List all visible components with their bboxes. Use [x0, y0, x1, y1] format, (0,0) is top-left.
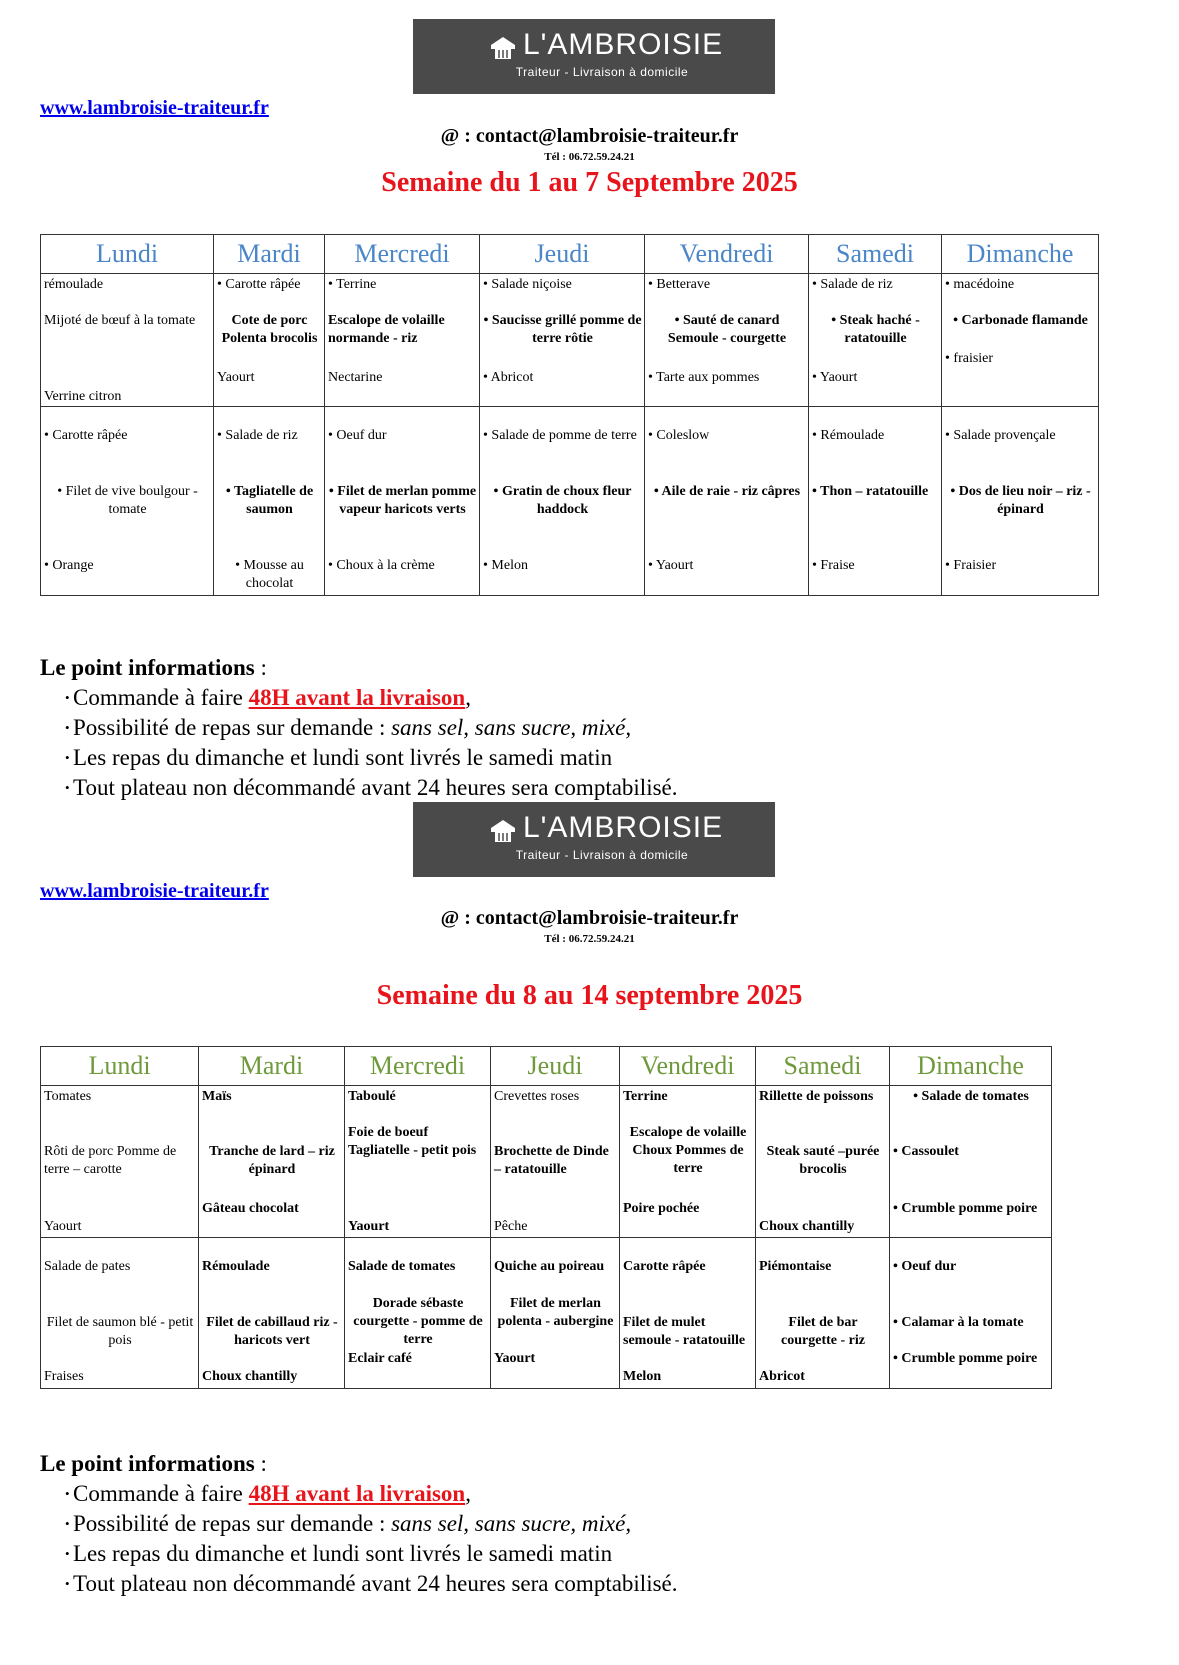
starter: rémoulade	[44, 277, 104, 292]
menu-cell	[890, 1238, 1052, 1389]
starter: Tomates	[44, 1089, 92, 1104]
info-heading: Le point informations	[40, 655, 255, 680]
starter: • Terrine	[328, 277, 377, 292]
day-header: Lundi	[41, 1047, 199, 1086]
menu-cell	[890, 1086, 1052, 1238]
dessert: Fraises	[44, 1369, 84, 1384]
menu-cell	[809, 274, 942, 407]
menu-cell	[620, 1086, 756, 1238]
main: • Cassoulet	[893, 1144, 959, 1159]
info-colon: :	[254, 655, 267, 680]
menu-cell	[41, 407, 214, 596]
info-item: • Possibilité de repas sur demande : sans sel, sans sucre, mixé,	[73, 1509, 678, 1539]
starter: • Salade provençale	[945, 428, 1056, 443]
starter: Taboulé	[348, 1089, 396, 1104]
dessert: • Crumble pomme poire	[893, 1201, 1038, 1216]
dessert: Eclair café	[348, 1351, 412, 1366]
menu-cell	[199, 1086, 345, 1238]
main: Escalope de volaille Choux Pommes de terre	[629, 1125, 747, 1176]
dessert: Poire pochée	[623, 1201, 700, 1216]
brand-name: L'AMBROISIE	[523, 28, 724, 61]
main: Tranche de lard – riz épinard	[209, 1144, 335, 1177]
chef-hat-icon	[487, 31, 519, 63]
dessert: • Abricot	[483, 370, 534, 385]
info-block	[40, 653, 678, 803]
starter: • Salade de tomates	[913, 1089, 1029, 1104]
day-header-row	[41, 235, 1099, 274]
dessert: Yaourt	[44, 1219, 82, 1234]
dessert: • Fraise	[812, 558, 855, 573]
chef-hat-icon	[487, 814, 519, 846]
day-header: Mardi	[199, 1047, 345, 1086]
info-heading: Le point informations	[40, 1451, 255, 1476]
dessert: • Mousse au chocolat	[235, 558, 304, 591]
main: Foie de boeuf Tagliatelle - petit pois	[348, 1125, 477, 1158]
info-block	[40, 1449, 678, 1599]
menu-cell	[645, 407, 809, 596]
starter: • Salade niçoise	[483, 277, 572, 292]
day-header: Mardi	[214, 235, 325, 274]
email-contact: @ : contact@lambroisie-traiteur.fr	[440, 907, 739, 929]
main: Brochette de Dinde – ratatouille	[494, 1144, 609, 1177]
dessert: Melon	[623, 1369, 662, 1384]
day-header: Dimanche	[942, 235, 1099, 274]
starter: • Coleslow	[648, 428, 710, 443]
starter: • Salade de riz	[812, 277, 893, 292]
starter: Carotte râpée	[623, 1259, 706, 1274]
dessert: Yaourt	[348, 1219, 390, 1234]
main: Filet de bar courgette - riz	[781, 1315, 865, 1348]
dinner-row	[41, 1238, 1052, 1389]
main: Filet de saumon blé - petit pois	[46, 1315, 194, 1348]
info-item: • Tout plateau non décommandé avant 24 heures sera comptabilisé.	[73, 773, 678, 803]
main: Escalope de volaille normande - riz	[328, 313, 445, 346]
dessert: Nectarine	[328, 370, 383, 385]
starter: Quiche au poireau	[494, 1259, 605, 1274]
main: • Sauté de canard Semoule - courgette	[667, 313, 787, 346]
main: • Steak haché - ratatouille	[831, 313, 920, 346]
menu-cell	[756, 1086, 890, 1238]
menu-cell	[41, 1238, 199, 1389]
menu-cell	[480, 407, 645, 596]
starter: • Salade de pomme de terre	[483, 428, 637, 443]
menu-cell	[345, 1238, 491, 1389]
day-header: Dimanche	[890, 1047, 1052, 1086]
dessert: • Yaourt	[648, 558, 694, 573]
starter: Rémoulade	[202, 1259, 270, 1274]
main: Filet de merlan polenta - aubergine	[497, 1296, 614, 1329]
info-item: • Les repas du dimanche et lundi sont livrés le samedi matin	[73, 743, 678, 773]
day-header: Vendredi	[620, 1047, 756, 1086]
dessert: Pêche	[494, 1219, 528, 1234]
main: • Carbonade flamande	[953, 313, 1088, 328]
dessert: • Tarte aux pommes	[648, 370, 760, 385]
starter: • Carotte râpée	[44, 428, 128, 443]
info-item: • Tout plateau non décommandé avant 24 heures sera comptabilisé.	[73, 1569, 678, 1599]
dessert: Choux chantilly	[202, 1369, 298, 1384]
lunch-row	[41, 274, 1099, 407]
menu-cell	[942, 274, 1099, 407]
lunch-row	[41, 1086, 1052, 1238]
dessert: Yaourt	[494, 1351, 536, 1366]
info-item: • Commande à faire 48H avant la livraison,	[73, 683, 678, 713]
dessert: Yaourt	[217, 370, 255, 385]
phone-contact: Tél : 06.72.59.24.21	[544, 151, 635, 163]
menu-cell	[645, 274, 809, 407]
menu-cell	[480, 274, 645, 407]
starter: • macédoine	[945, 277, 1015, 292]
main: Dorade sébaste courgette - pomme de terre	[353, 1296, 483, 1347]
day-header: Jeudi	[491, 1047, 620, 1086]
starter: Maïs	[202, 1089, 232, 1104]
menu-cell	[214, 274, 325, 407]
website-link[interactable]: www.lambroisie-traiteur.fr	[40, 97, 269, 119]
starter: Salade de tomates	[348, 1259, 456, 1274]
starter: • Betterave	[648, 277, 711, 292]
main: • Calamar à la tomate	[893, 1315, 1024, 1330]
dessert: • Crumble pomme poire	[893, 1351, 1038, 1366]
day-header: Lundi	[41, 235, 214, 274]
day-header: Jeudi	[480, 235, 645, 274]
main: • Aile de raie - riz câpres	[653, 484, 801, 499]
info-item: • Possibilité de repas sur demande : sans sel, sans sucre, mixé,	[73, 713, 678, 743]
main: Rôti de porc Pomme de terre – carotte	[44, 1144, 177, 1177]
dessert: • Yaourt	[812, 370, 858, 385]
main: • Tagliatelle de saumon	[225, 484, 314, 517]
main: Steak sauté –purée brocolis	[766, 1144, 880, 1177]
main: • Thon – ratatouille	[812, 484, 929, 499]
brand-tagline: Traiteur - Livraison à domicile	[515, 848, 689, 862]
menu-cell	[214, 407, 325, 596]
starter: • Oeuf dur	[328, 428, 387, 443]
starter: Piémontaise	[759, 1259, 832, 1274]
brand-name: L'AMBROISIE	[523, 811, 724, 844]
main: Mijoté de bœuf à la tomate	[44, 313, 196, 328]
dinner-row	[41, 407, 1099, 596]
starter: • Rémoulade	[812, 428, 885, 443]
website-link[interactable]: www.lambroisie-traiteur.fr	[40, 880, 269, 902]
starter: • Salade de riz	[217, 428, 298, 443]
dessert: • Choux à la crème	[328, 558, 435, 573]
dessert: • fraisier	[945, 351, 994, 366]
brand-logo	[413, 19, 775, 94]
starter: • Carotte râpée	[217, 277, 301, 292]
menu-table-week1	[40, 234, 1099, 596]
menu-table-week2	[40, 1046, 1052, 1389]
main: • Gratin de choux fleur haddock	[493, 484, 632, 517]
main: Filet de cabillaud riz - haricots vert	[206, 1315, 338, 1348]
week-title: Semaine du 8 au 14 septembre 2025	[376, 980, 803, 1011]
main: • Filet de vive boulgour - tomate	[57, 484, 198, 517]
info-item: • Les repas du dimanche et lundi sont livrés le samedi matin	[73, 1539, 678, 1569]
brand-tagline: Traiteur - Livraison à domicile	[515, 65, 689, 79]
day-header: Mercredi	[325, 235, 480, 274]
dessert: • Fraisier	[945, 558, 997, 573]
starter: Terrine	[623, 1089, 668, 1104]
menu-cell	[491, 1238, 620, 1389]
starter: Salade de pates	[44, 1259, 131, 1274]
menu-cell	[41, 274, 214, 407]
menu-cell	[809, 407, 942, 596]
dessert: Verrine citron	[44, 389, 122, 404]
brand-logo	[413, 802, 775, 877]
menu-cell	[41, 1086, 199, 1238]
dessert: • Orange	[44, 558, 94, 573]
dessert: • Melon	[483, 558, 528, 573]
menu-cell	[325, 274, 480, 407]
day-header: Samedi	[756, 1047, 890, 1086]
day-header: Mercredi	[345, 1047, 491, 1086]
day-header: Vendredi	[645, 235, 809, 274]
menu-cell	[620, 1238, 756, 1389]
menu-cell	[756, 1238, 890, 1389]
starter: Crevettes roses	[494, 1089, 580, 1104]
info-item: • Commande à faire 48H avant la livraison,	[73, 1479, 678, 1509]
menu-cell	[491, 1086, 620, 1238]
phone-contact: Tél : 06.72.59.24.21	[544, 933, 635, 945]
menu-cell	[325, 407, 480, 596]
main: • Filet de merlan pomme vapeur haricots verts	[328, 484, 477, 517]
day-header-row	[41, 1047, 1052, 1086]
dessert: Abricot	[759, 1369, 805, 1384]
menu-cell	[199, 1238, 345, 1389]
info-colon: :	[254, 1451, 267, 1476]
starter: • Oeuf dur	[893, 1259, 957, 1274]
main: Filet de mulet semoule - ratatouille	[623, 1315, 746, 1348]
main: • Saucisse grillé pomme de terre rôtie	[483, 313, 642, 346]
day-header: Samedi	[809, 235, 942, 274]
week-title: Semaine du 1 au 7 Septembre 2025	[381, 167, 798, 198]
dessert: Gâteau chocolat	[202, 1201, 299, 1216]
main: • Dos de lieu noir – riz - épinard	[950, 484, 1091, 517]
starter: Rillette de poissons	[759, 1089, 874, 1104]
menu-cell	[942, 407, 1099, 596]
menu-cell	[345, 1086, 491, 1238]
email-contact: @ : contact@lambroisie-traiteur.fr	[440, 125, 739, 147]
main: Cote de porc Polenta brocolis	[221, 313, 318, 346]
dessert: Choux chantilly	[759, 1219, 855, 1234]
